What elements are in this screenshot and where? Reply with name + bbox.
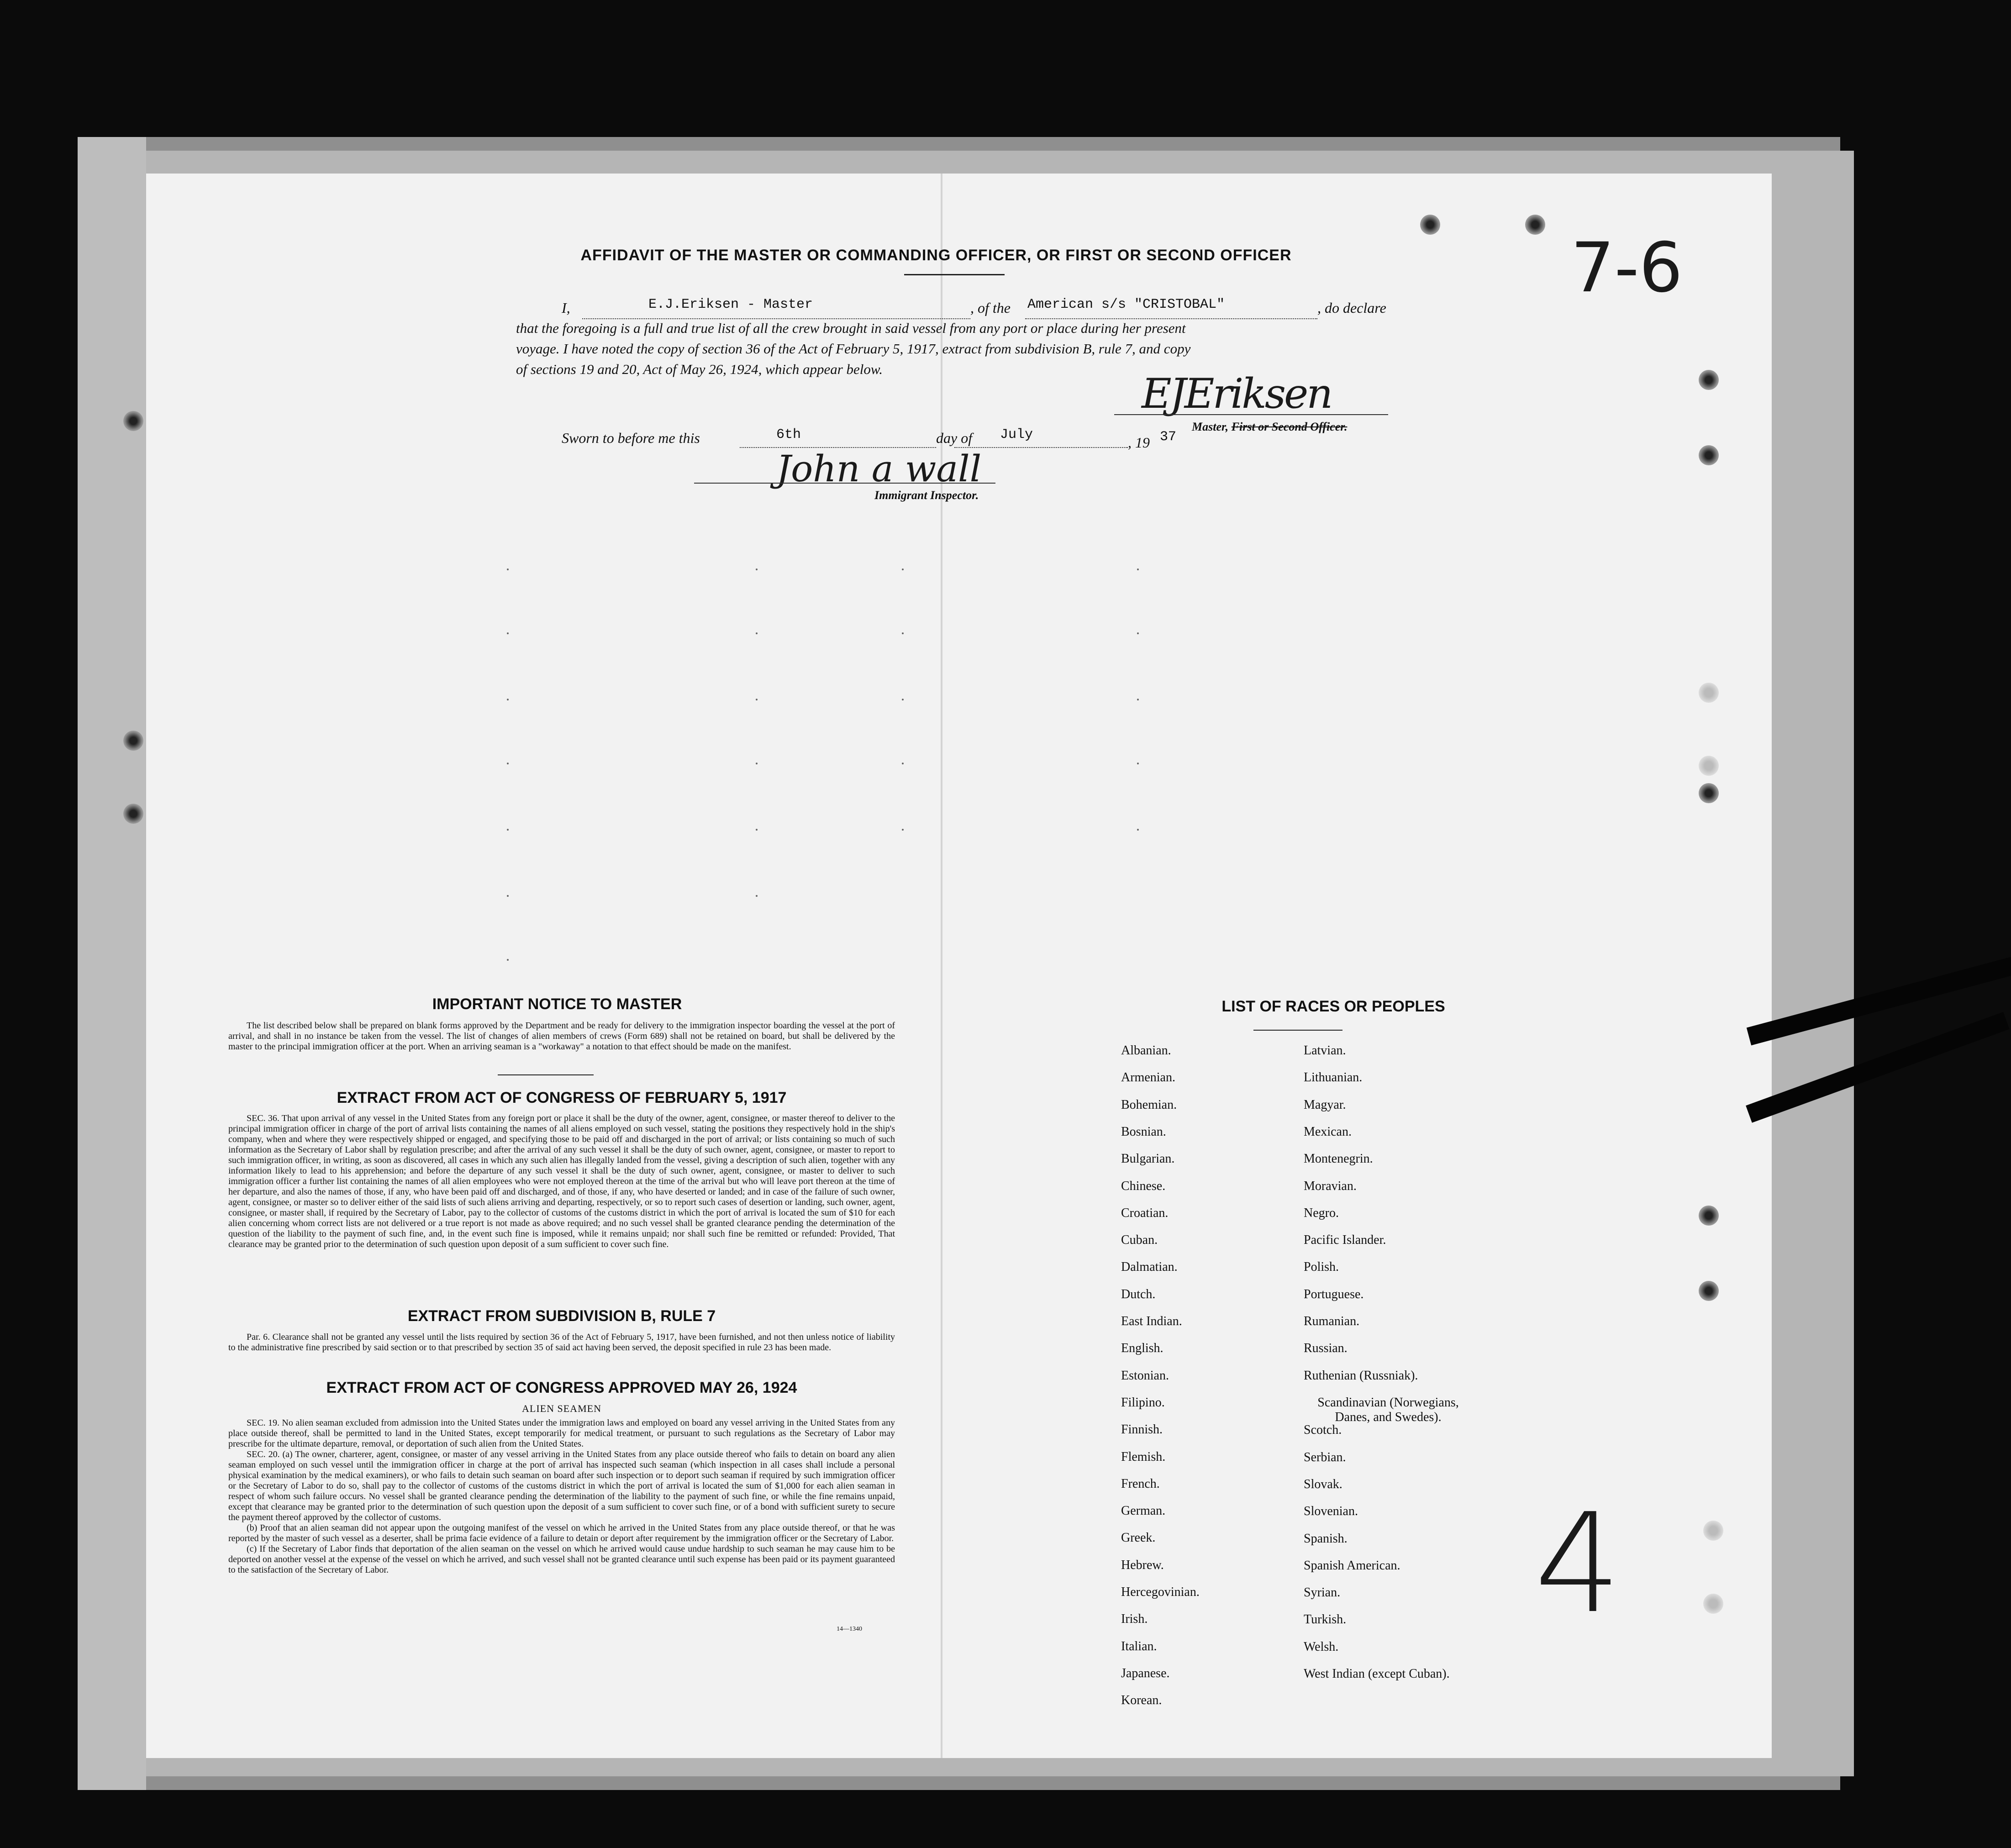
race-item: Bosnian.	[1121, 1124, 1166, 1139]
race-item: Spanish.	[1304, 1531, 1348, 1546]
form-number: 14—1340	[837, 1626, 862, 1632]
race-item: West Indian (except Cuban).	[1304, 1667, 1450, 1681]
punch-hole	[123, 411, 143, 431]
sworn-month: July	[1000, 427, 1033, 442]
race-item: Flemish.	[1121, 1449, 1166, 1464]
race-item: Syrian.	[1304, 1585, 1341, 1600]
master-signature: EJEriksen	[1142, 370, 1332, 418]
notice-paragraph: The list described below shall be prepared on blank forms approved by the Department and be ready for delivery to the immigration inspector boarding the vessel at the port of arrival, and shall in no instance be taken from the vessel. The list of changes of alien members of crews (Form 689) shall not be retained on board, but shall be delivered by the master to the principal immigration officer at the port. When an arriving seaman is a "workaway" a notation to that effect should be made on the manifest.	[228, 1021, 895, 1052]
extract-1917-text	[228, 1113, 895, 1250]
column-dot	[507, 959, 509, 961]
section-rule	[498, 1074, 594, 1075]
column-dot	[756, 699, 758, 700]
i-label: I,	[562, 300, 570, 316]
year-prefix: , 19	[1128, 434, 1150, 451]
affidavit-line-4: of sections 19 and 20, Act of May 26, 1924, which appear below.	[516, 361, 883, 377]
punch-hole	[1699, 756, 1719, 776]
column-dot	[902, 569, 904, 570]
day-of-label: day of	[936, 430, 973, 446]
alien-seamen-subtitle: ALIEN SEAMEN	[522, 1403, 601, 1414]
affidavit-line-3: voyage. I have noted the copy of section 36 of the Act of February 5, 1917, extract from subdivision B, rule 7, and copy	[516, 341, 1191, 357]
punch-hole	[1699, 783, 1719, 803]
race-item: Greek.	[1121, 1531, 1156, 1545]
column-dot	[1137, 632, 1139, 634]
affidavit-title: AFFIDAVIT OF THE MASTER OR COMMANDING OFFICER, OR FIRST OR SECOND OFFICER	[580, 247, 1292, 264]
race-item: Portuguese.	[1304, 1287, 1364, 1301]
race-item: English.	[1121, 1341, 1163, 1356]
race-item: Ruthenian (Russniak).	[1304, 1368, 1418, 1383]
race-item: Serbian.	[1304, 1450, 1346, 1464]
race-item: Irish.	[1121, 1612, 1148, 1627]
race-item: Bulgarian.	[1121, 1152, 1175, 1166]
column-dot	[902, 763, 904, 764]
column-dot	[756, 569, 758, 570]
sworn-year: 37	[1160, 429, 1177, 445]
race-item: Russian.	[1304, 1341, 1348, 1356]
signer-title	[1192, 420, 1347, 434]
race-item: Cuban.	[1121, 1233, 1158, 1248]
rule7-text	[228, 1332, 895, 1353]
sworn-day: 6th	[776, 427, 801, 442]
column-dot	[1137, 569, 1139, 570]
race-item: Hebrew.	[1121, 1558, 1164, 1572]
race-item: East Indian.	[1121, 1314, 1182, 1328]
section-20a-paragraph: SEC. 20. (a) The owner, charterer, agent, consignee, or master of any vessel arriving in the United States from any place outside thereof who fails to detain on board any alien seaman employed on such vessel until the immigration officer in charge at the port of arrival has inspected such seaman (which inspection in all cases shall include a personal physical examination by the medical examiners), or who fails to detain such seaman on board after such inspection or to deport such seaman if required by such immigration officer or the Secretary of Labor to do so, shall pay to the collector of customs of the customs district in which the port of arrival is located the sum of $1,000 for each alien seaman in respect of whom such failure occurs. No vessel shall be granted clearance pending the determination of the liability to the payment of such fine, or while the fine remains unpaid, except that clearance may be granted prior to the determination of such question upon the deposit of a sum sufficient to cover such fine, or of a bond with sufficient surety to secure the payment thereof approved by the collector of customs.	[228, 1449, 895, 1522]
punch-hole	[1525, 215, 1545, 235]
column-dot	[756, 829, 758, 831]
inspector-title: Immigrant Inspector.	[874, 489, 979, 502]
column-dot	[1137, 699, 1139, 700]
race-item: Negro.	[1304, 1206, 1339, 1220]
race-item: Rumanian.	[1304, 1314, 1360, 1328]
extract-1917-title: EXTRACT FROM ACT OF CONGRESS OF FEBRUARY 5, 1917	[337, 1089, 787, 1106]
race-item: Estonian.	[1121, 1368, 1169, 1383]
punch-hole	[1699, 1281, 1719, 1301]
race-item: Japanese.	[1121, 1666, 1170, 1680]
race-item: Pacific Islander.	[1304, 1233, 1386, 1248]
do-declare-label: , do declare	[1317, 300, 1386, 316]
race-item: Hercegovinian.	[1121, 1585, 1200, 1599]
title-rule	[904, 274, 1005, 275]
races-title: LIST OF RACES OR PEOPLES	[1221, 998, 1445, 1015]
column-dot	[1137, 763, 1139, 764]
race-item: Moravian.	[1304, 1179, 1357, 1193]
race-item: Montenegrin.	[1304, 1152, 1373, 1166]
page-number: 7-6	[1571, 228, 1683, 308]
race-item: Lithuanian.	[1304, 1070, 1363, 1085]
race-item: Magyar.	[1304, 1097, 1346, 1112]
section-36-paragraph: SEC. 36. That upon arrival of any vessel in the United States from any foreign port or place it shall be the duty of the owner, agent, consignee, or master thereof to deliver to the principal immigration officer in charge of the port of arrival lists containing the names of all aliens employed on such vessel, stating the positions they respectively hold in the ship's company, when and where they were respectively shipped or engaged, and specifying those to be paid off and discharged in the port of arrival; or lists containing so much of such information as the Secretary of Labor shall by regulation prescribe; and after the arrival of any such vessel it shall be the duty of such owner, agent, consignee, or master to report to such immigration officer, in writing, as soon as discovered, all cases in which any such alien has illegally landed from the vessel, giving a description of such alien, together with any information likely to lead to his apprehension; and before the departure of any such vessel it shall be the duty of such owner, agent, consignee, or master to deliver to such immigration officer a further list containing the names of all alien employees who were not employed thereon at the time of the arrival but who will leave port thereon at the time of her departure, and also the names of those, if any, who have been paid off and discharged, and of those, if any, who have deserted or landed; and in case of the failure of such owner, agent, consignee, or master so to deliver either of the said lists of such aliens arriving and departing, respectively, or so to report such cases of desertion or landing, such owner, agent, consignee, or master shall, if required by the Secretary of Labor, pay to the collector of customs of the customs district in which the port of arrival is located the sum of $10 for each alien concerning whom correct lists are not delivered or a true report is not made as above required; and no such vessel shall be granted clearance pending the determination of the question of the liability to the payment of such fine, and, in the event such fine is imposed, while it remains unpaid; nor shall such fine be remitted or refunded: Provided, That clearance may be granted prior to the determination of such question upon deposit of a sum sufficient to cover such fine.	[228, 1113, 895, 1249]
column-dot	[902, 829, 904, 831]
notice-text	[228, 1021, 895, 1052]
race-item: Dutch.	[1121, 1287, 1156, 1301]
race-item: Polish.	[1304, 1260, 1339, 1274]
race-item: Filipino.	[1121, 1395, 1165, 1410]
column-dot	[507, 699, 509, 700]
signature-line	[1114, 413, 1388, 415]
race-item: Korean.	[1121, 1693, 1162, 1708]
column-dot	[902, 632, 904, 634]
inspector-line	[694, 482, 995, 484]
race-item: Finnish.	[1121, 1422, 1163, 1437]
notice-title: IMPORTANT NOTICE TO MASTER	[432, 995, 682, 1013]
race-item: Armenian.	[1121, 1070, 1175, 1085]
race-item: Bohemian.	[1121, 1097, 1177, 1112]
column-dot	[507, 632, 509, 634]
inspector-signature: John a wall	[776, 448, 982, 490]
punch-hole	[123, 804, 143, 824]
race-item: Slovenian.	[1304, 1504, 1358, 1519]
of-the-label: , of the	[970, 300, 1011, 316]
signer-title-master: Master,	[1192, 420, 1232, 433]
races-rule	[1253, 1030, 1342, 1031]
column-dot	[507, 829, 509, 831]
section-20b-paragraph: (b) Proof that an alien seaman did not appear upon the outgoing manifest of the vessel on which he arrived in the United States from any place outside thereof, or that he was reported by the master of such vessel as a deserter, shall be prima facie evidence of a failure to detain or deport after requirement by the immigration officer or the Secretary of Labor.	[228, 1523, 895, 1543]
column-dot	[756, 763, 758, 764]
race-item: Italian.	[1121, 1639, 1157, 1653]
sworn-label: Sworn to before me this	[562, 430, 700, 446]
punch-hole	[123, 731, 143, 751]
race-item: Latvian.	[1304, 1043, 1346, 1058]
punch-hole	[1699, 445, 1719, 465]
extract-1924-text	[228, 1418, 895, 1575]
race-item: Croatian.	[1121, 1206, 1169, 1220]
page-fold	[941, 174, 942, 1758]
column-dot	[507, 763, 509, 764]
punch-hole	[1699, 1206, 1719, 1226]
section-20c-paragraph: (c) If the Secretary of Labor finds that deportation of the alien seaman on the vessel on which he arrived would cause undue hardship to such seaman he may cause him to be deported on another vessel at the expense of the vessel on which he arrived, and such vessel shall not be granted clearance until such expense has been paid or its payment guaranteed to the satisfaction of the Secretary of Labor.	[228, 1544, 895, 1575]
race-item: Slovak.	[1304, 1477, 1342, 1491]
column-dot	[1137, 829, 1139, 831]
handwritten-mark: 4	[1534, 1484, 1621, 1643]
race-item: Spanish American.	[1304, 1558, 1400, 1573]
column-dot	[756, 895, 758, 897]
punch-hole	[1699, 683, 1719, 703]
punch-hole	[1420, 215, 1440, 235]
punch-hole	[1703, 1594, 1723, 1614]
extract-1924-title: EXTRACT FROM ACT OF CONGRESS APPROVED MAY 26, 1924	[326, 1379, 797, 1396]
vessel-name: American s/s "CRISTOBAL"	[1027, 297, 1225, 312]
section-19-paragraph: SEC. 19. No alien seaman excluded from admission into the United States under the immigration laws and employed on board any vessel arriving in the United States from any place outside thereof, shall be permitted to land in the United States, except temporarily for medical treatment, or pursuant to such regulations as the Secretary of Labor may prescribe for the ultimate departure, removal, or deportation of such alien from the United States.	[228, 1418, 895, 1449]
race-item: Turkish.	[1304, 1612, 1347, 1627]
left-edge-tab	[78, 137, 146, 1790]
race-item: Scandinavian (Norwegians, Danes, and Swedes).	[1317, 1395, 1459, 1424]
column-dot	[902, 699, 904, 700]
race-item: French.	[1121, 1476, 1160, 1491]
master-name: E.J.Eriksen - Master	[648, 297, 813, 312]
race-item: Scotch.	[1304, 1423, 1342, 1437]
affidavit-line-2: that the foregoing is a full and true list of all the crew brought in said vessel from any port or place during her present	[516, 320, 1186, 336]
rule7-paragraph: Par. 6. Clearance shall not be granted any vessel until the lists required by section 36 of the Act of February 5, 1917, have been furnished, and not then unless notice of liability to the administrative fine prescribed by said section or to that prescribed by section 35 of said act having been served, the deposit specified in rule 23 has been made.	[228, 1332, 895, 1353]
race-item: Dalmatian.	[1121, 1260, 1178, 1274]
race-item: Mexican.	[1304, 1124, 1352, 1139]
race-item: Chinese.	[1121, 1179, 1166, 1193]
race-item: Welsh.	[1304, 1639, 1339, 1654]
rule7-title: EXTRACT FROM SUBDIVISION B, RULE 7	[407, 1307, 716, 1325]
punch-hole	[1699, 370, 1719, 390]
punch-hole	[1703, 1521, 1723, 1541]
race-item: Albanian.	[1121, 1043, 1171, 1058]
column-dot	[507, 569, 509, 570]
signer-title-struck: First or Second Officer.	[1231, 420, 1348, 433]
column-dot	[756, 632, 758, 634]
race-item: German.	[1121, 1504, 1166, 1518]
column-dot	[507, 895, 509, 897]
